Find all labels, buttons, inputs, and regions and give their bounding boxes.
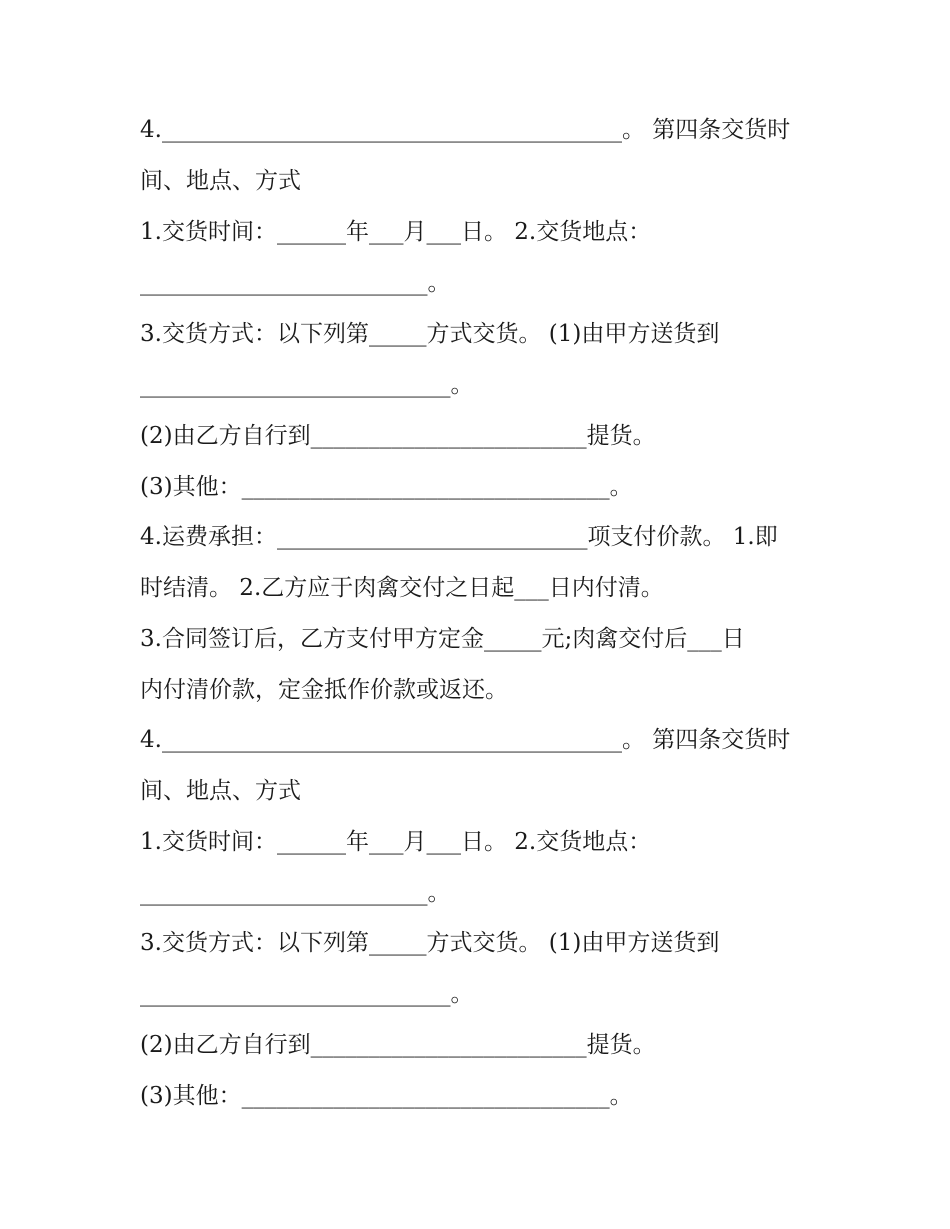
text-line: ___________________________。 xyxy=(140,372,474,398)
text-line: (3)其他：________________________________。 xyxy=(140,1083,633,1109)
text-line: 间、地点、方式 xyxy=(140,778,301,804)
text-line: 4.运费承担：___________________________项支付价款。 1.即 xyxy=(140,524,778,550)
text-line: 3.交货方式：以下列第_____方式交货。 (1)由甲方送货到 xyxy=(140,930,720,956)
text-line: 4.________________________________________。 第四条交货时 xyxy=(140,727,791,753)
text-line: 4.________________________________________。 第四条交货时 xyxy=(140,117,791,143)
text-line: 内付清价款，定金抵作价款或返还。 xyxy=(140,677,508,703)
text-line: 时结清。 2.乙方应于肉禽交付之日起___日内付清。 xyxy=(140,575,664,601)
text-line: (2)由乙方自行到________________________提货。 xyxy=(140,1032,656,1058)
text-line: ___________________________。 xyxy=(140,981,474,1007)
text-line: _________________________。 xyxy=(140,880,451,906)
text-line: 1.交货时间：______年___月___日。 2.交货地点： xyxy=(140,829,652,855)
text-line: 间、地点、方式 xyxy=(140,168,301,194)
text-line: (2)由乙方自行到________________________提货。 xyxy=(140,423,656,449)
text-line: 1.交货时间：______年___月___日。 2.交货地点： xyxy=(140,219,652,245)
text-line: 3.交货方式：以下列第_____方式交货。 (1)由甲方送货到 xyxy=(140,321,720,347)
text-line: 3.合同签订后，乙方支付甲方定金_____元;肉禽交付后___日 xyxy=(140,626,745,652)
text-line: (3)其他：________________________________。 xyxy=(140,474,633,500)
text-line: _________________________。 xyxy=(140,270,451,296)
